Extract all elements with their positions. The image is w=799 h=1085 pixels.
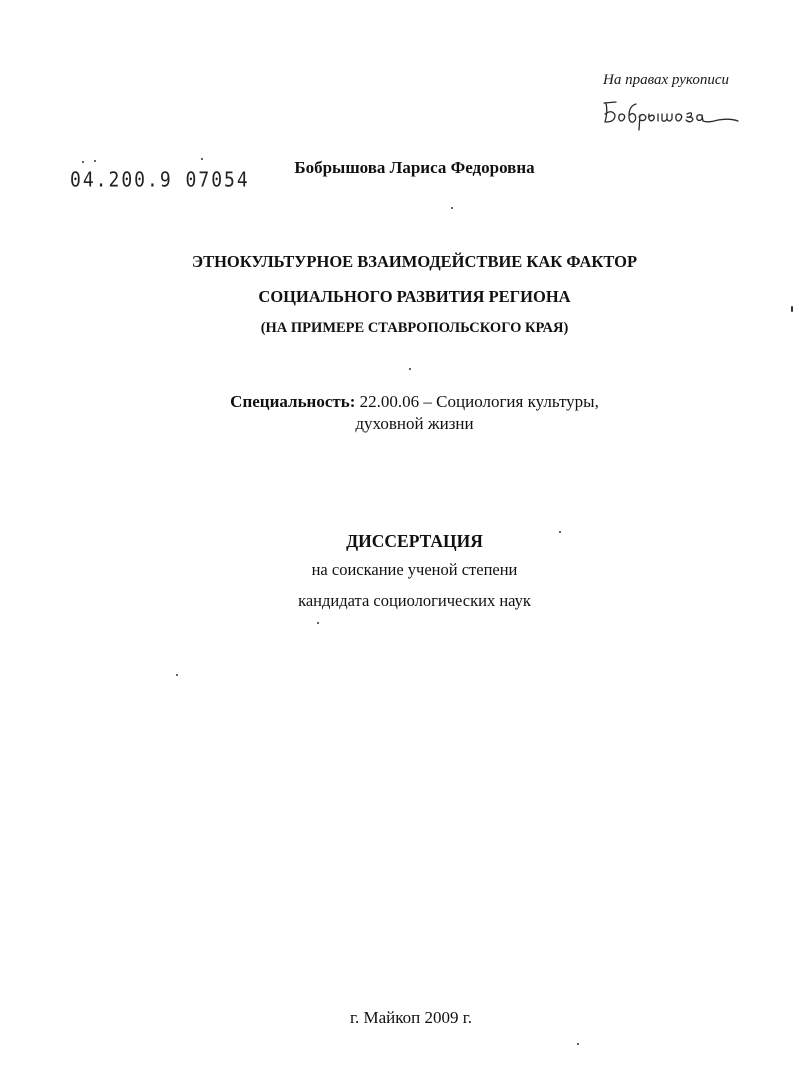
specialty-block [0, 391, 799, 435]
scan-speck [94, 160, 96, 162]
specialty-code: 22.00.06 – Социология культуры, [359, 392, 599, 411]
scan-speck [176, 674, 178, 676]
scan-speck [317, 622, 319, 624]
dissertation-block [0, 528, 799, 616]
scan-speck [559, 531, 561, 533]
scan-speck [791, 306, 793, 312]
title-line-1: ЭТНОКУЛЬТУРНОЕ ВЗАИМОДЕЙСТВИЕ КАК ФАКТОР [191, 252, 638, 271]
specialty-line-1 [0, 391, 799, 413]
title-line-2: СОЦИАЛЬНОГО РАЗВИТИЯ РЕГИОНА [258, 287, 571, 306]
specialty-label: Специальность: [230, 392, 356, 411]
catalog-stamp-number: 04.200.9 07054 [70, 168, 250, 193]
author-name: Бобрышова Лариса Федоровна [294, 158, 535, 177]
scan-speck [409, 368, 411, 370]
handwritten-signature [598, 92, 748, 140]
rights-note: На правах рукописи [603, 72, 729, 88]
dissertation-title [0, 244, 799, 342]
title-subtitle: (НА ПРИМЕРЕ СТАВРОПОЛЬСКОГО КРАЯ) [260, 320, 569, 336]
scan-speck [577, 1043, 579, 1045]
scan-speck [82, 161, 84, 163]
specialty-line-2: духовной жизни [355, 414, 474, 433]
degree-line-2: кандидата социологических наук [298, 591, 531, 610]
dissertation-heading: ДИССЕРТАЦИЯ [346, 531, 483, 551]
degree-line-1: на соискание ученой степени [311, 560, 518, 579]
scan-speck [201, 158, 203, 160]
place-and-year: г. Майкоп 2009 г. [349, 1008, 473, 1027]
scan-speck [451, 207, 453, 209]
